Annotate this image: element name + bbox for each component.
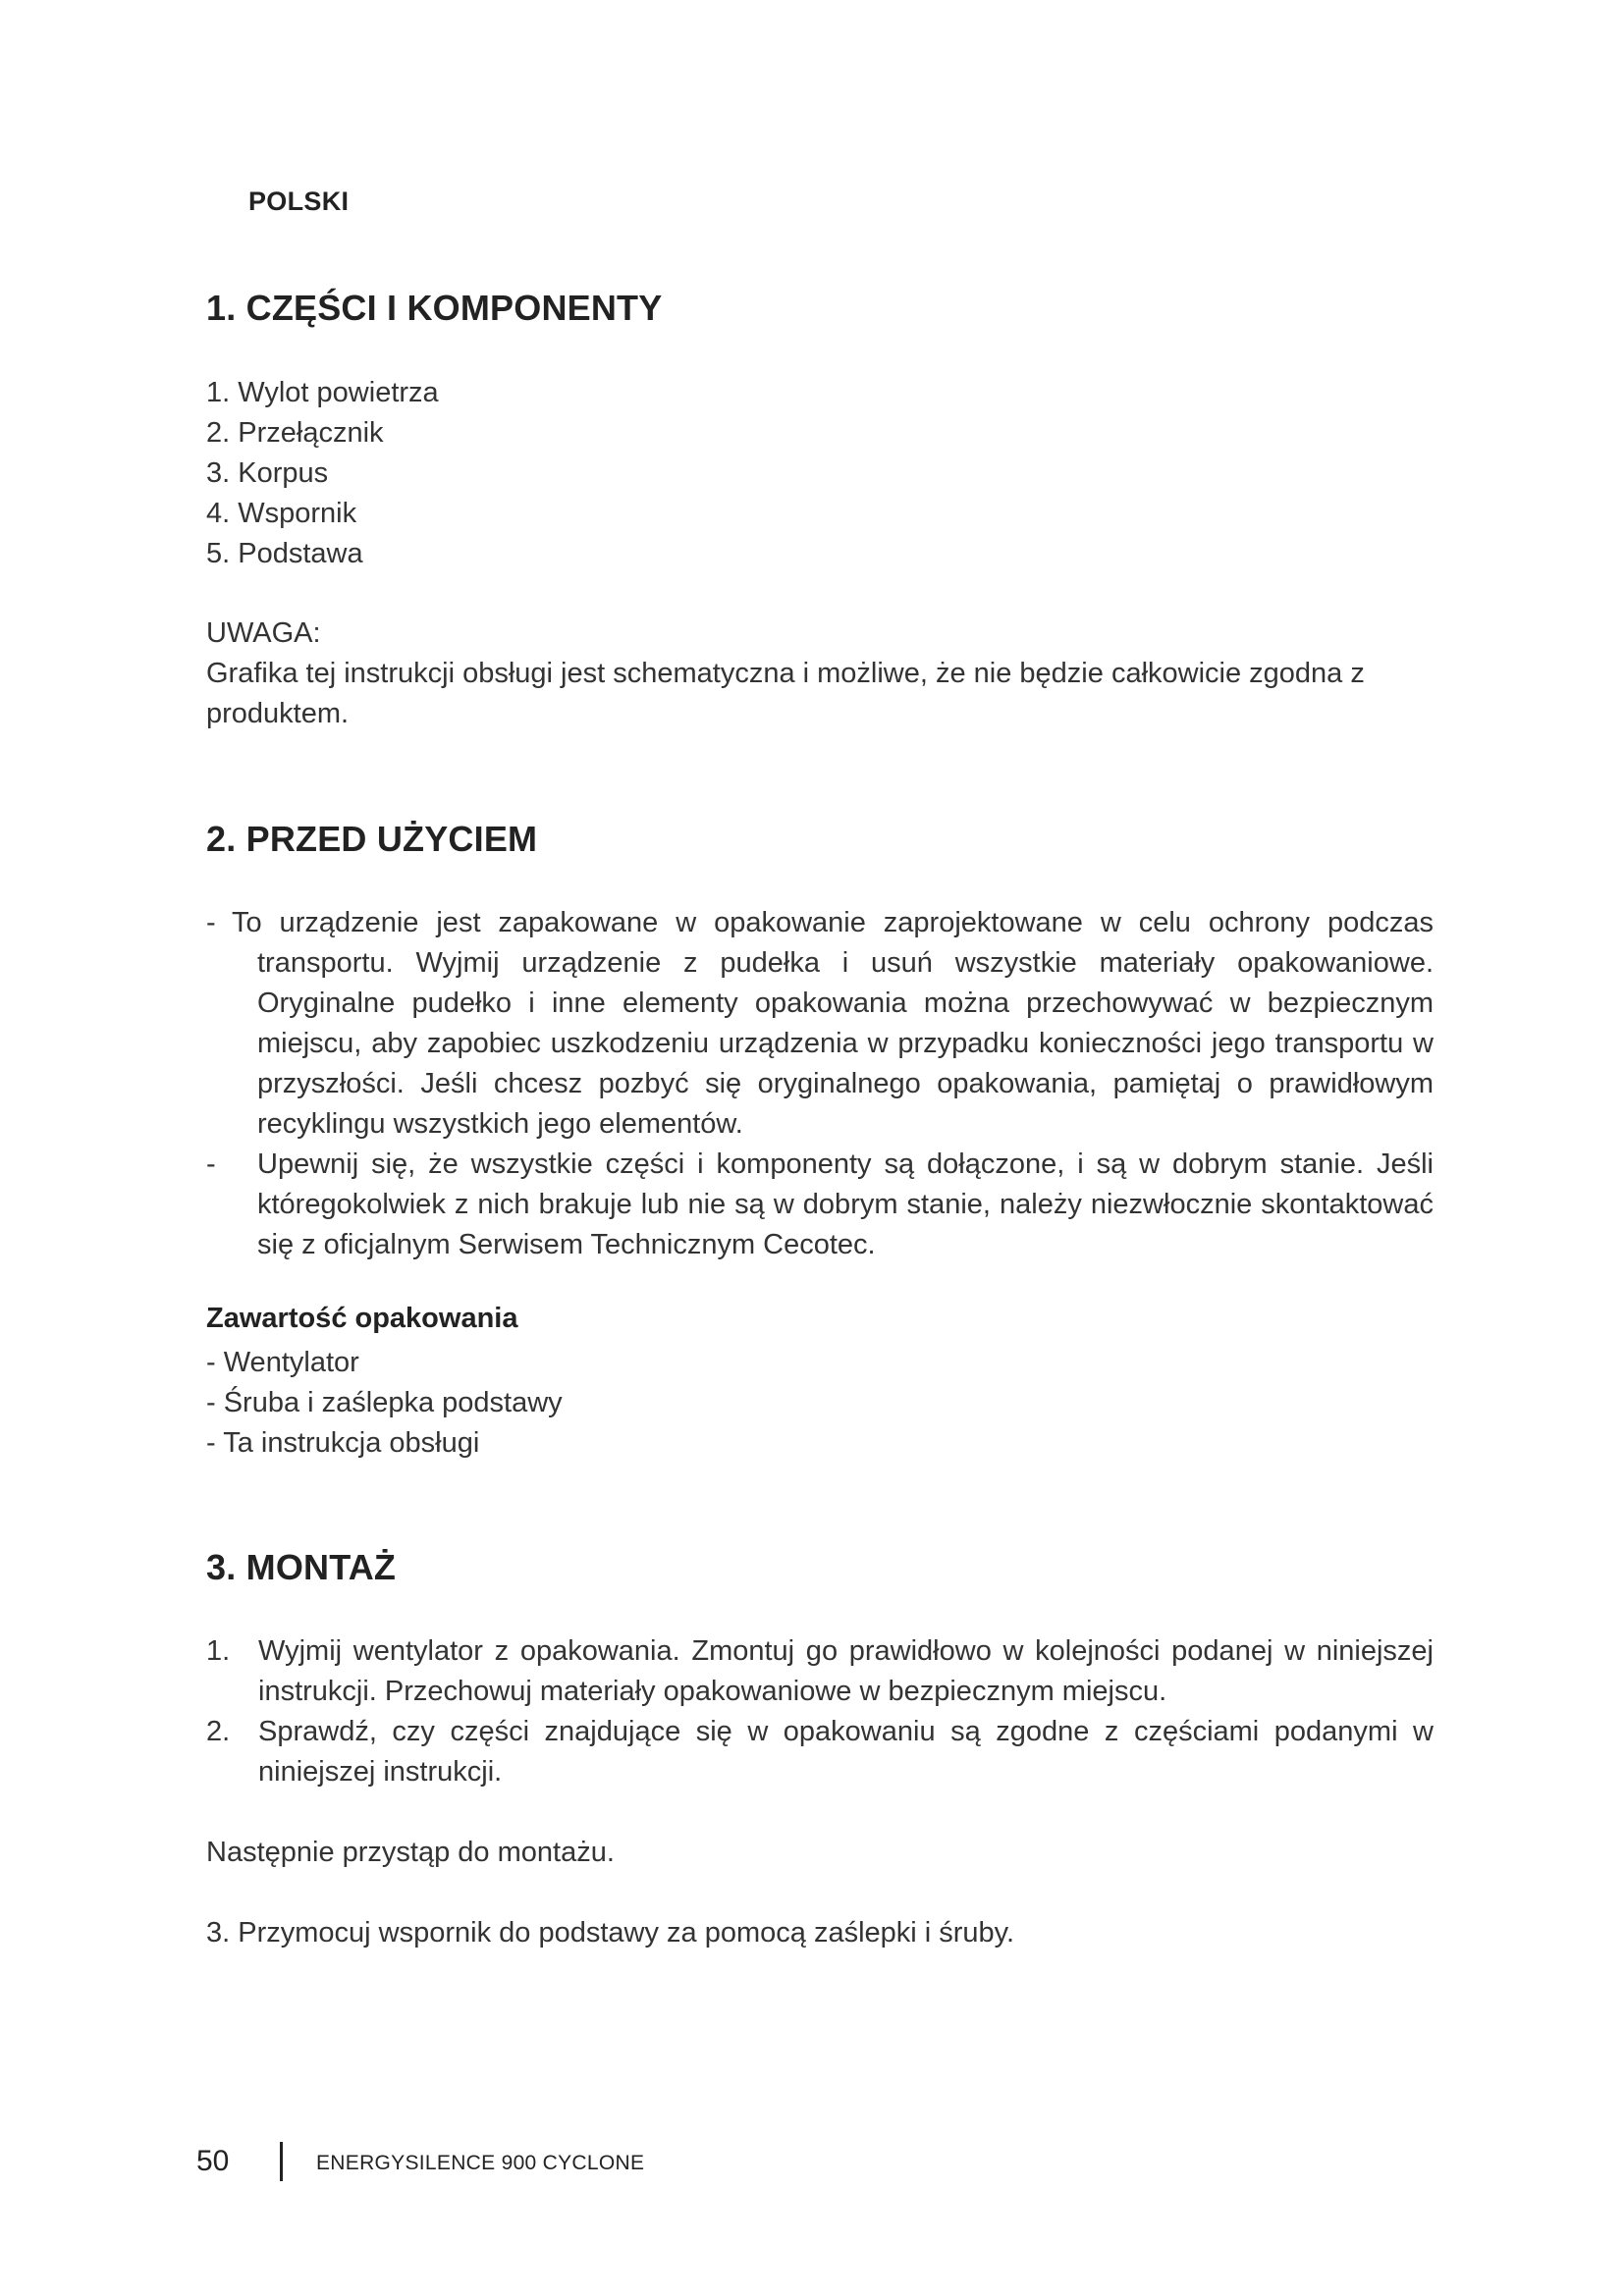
step-3-text: 3. Przymocuj wspornik do podstawy za pomocą zaślepki i śruby. [206, 1917, 1015, 1949]
step-number: 1. [206, 1635, 231, 1667]
list-item [206, 1631, 1434, 1712]
list-item: 2. Przełącznik [206, 417, 384, 449]
parts-list [206, 373, 439, 574]
list-item [206, 1712, 1434, 1792]
before-use-list [206, 903, 1434, 1265]
list-item: 5. Podstawa [206, 538, 363, 569]
step-text: Sprawdź, czy części znajdujące się w opakowaniu są zgodne z częściami podanymi w niniejszej instrukcji. [258, 1716, 1434, 1788]
footer-divider [280, 2142, 283, 2181]
list-item [206, 903, 1434, 1145]
bullet-text: To urządzenie jest zapakowane w opakowanie zaprojektowane w celu ochrony podczas transportu. Wyjmij urządzenie z pudełka i usuń wszystkie materiały opakowaniowe. Oryginalne pudełko i inne elementy opakowania można przechowywać w bezpiecznym miejscu, aby zapobiec uszkodzeniu urządzenia w przypadku konieczności jego transportu w przyszłości. Jeśli chcesz pozbyć się oryginalnego opakowania, pamiętaj o prawidłowym recyklingu wszystkich jego elementów. [232, 907, 1434, 1140]
section-1-heading: 1. CZĘŚCI I KOMPONENTY [206, 288, 663, 328]
page-number: 50 [196, 2145, 230, 2177]
dash-marker: - [206, 1148, 216, 1180]
list-item: - Wentylator [206, 1347, 359, 1378]
package-contents-heading: Zawartość opakowania [206, 1303, 518, 1334]
package-contents-list [206, 1343, 563, 1464]
list-item [206, 1145, 1434, 1265]
section-2-heading: 2. PRZED UŻYCIEM [206, 819, 538, 859]
list-item: 1. Wylot powietrza [206, 377, 439, 408]
note-block [206, 614, 1443, 734]
assembly-steps [206, 1631, 1434, 1792]
step-number: 2. [206, 1716, 231, 1747]
note-label: UWAGA: [206, 617, 321, 649]
next-step-text: Następnie przystąp do montażu. [206, 1837, 615, 1868]
dash-marker: - [206, 907, 216, 938]
note-text: Grafika tej instrukcji obsługi jest schematyczna i możliwe, że nie będzie całkowicie zgodna z produktem. [206, 658, 1365, 729]
bullet-text: Upewnij się, że wszystkie części i komponenty są dołączone, i są w dobrym stanie. Jeśli któregokolwiek z nich brakuje lub nie są w dobrym stanie, należy niezwłocznie skontaktować się z oficjalnym Serwisem Technicznym Cecotec. [257, 1148, 1434, 1260]
section-3-heading: 3. MONTAŻ [206, 1547, 397, 1587]
language-label: POLSKI [248, 187, 350, 216]
list-item: 3. Korpus [206, 457, 329, 489]
list-item: - Śruba i zaślepka podstawy [206, 1387, 563, 1418]
product-name: ENERGYSILENCE 900 CYCLONE [316, 2152, 645, 2174]
list-item: 4. Wspornik [206, 498, 357, 529]
step-text: Wyjmij wentylator z opakowania. Zmontuj go prawidłowo w kolejności podanej w niniejszej instrukcji. Przechowuj materiały opakowaniowe w bezpiecznym miejscu. [258, 1635, 1434, 1707]
list-item: - Ta instrukcja obsługi [206, 1427, 480, 1459]
